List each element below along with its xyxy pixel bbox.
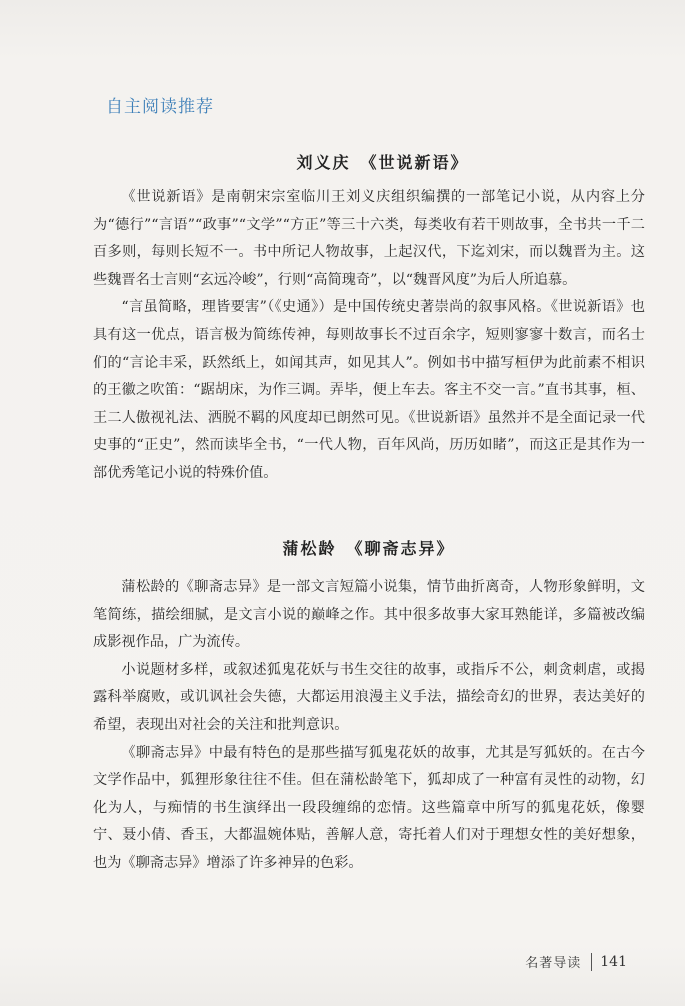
footer-divider [591, 953, 592, 971]
paragraph: 《世说新语》是南朝宋宗室临川王刘义庆组织编撰的一部笔记小说，从内容上分为“德行”“言语”“政事”“文学”“方正”等三十六类，每类收有若干则故事，全书共一千二百多则，每则长短不一。书中所记人物故事，上起汉代，下迄刘宋，而以魏晋为主。这些魏晋名士言则“玄远冷峻”，行则“高简瑰奇”，以“魏晋风度”为后人所追慕。 [93, 189, 645, 288]
work-body-shishuo [93, 184, 645, 488]
page-footer [525, 952, 627, 971]
work-author: 蒲松龄 [282, 539, 337, 558]
work-book-title: 《世说新语》 [360, 153, 469, 172]
paragraph: 《聊斋志异》中最有特色的是那些描写狐鬼花妖的故事，尤其是写狐妖的。在古今文学作品中，狐狸形象往往不佳。但在蒲松龄笔下，狐却成了一种富有灵性的动物，幻化为人，与痴情的书生演绎出一段段缠绵的恋情。这些篇章中所写的狐鬼花妖，像婴宁、聂小倩、香玉，大都温婉体贴，善解人意，寄托着人们对于理想女性的美好想象，也为《聊斋志异》增添了许多神异的色彩。 [93, 744, 645, 871]
page-number: 141 [600, 953, 627, 970]
work-title-shishuo [40, 150, 685, 173]
paragraph: 小说题材多样，或叙述狐鬼花妖与书生交往的故事，或指斥不公，刺贪刺虐，或揭露科举腐败，或讥讽社会失德，大都运用浪漫主义手法，描绘奇幻的世界，表达美好的希望，表现出对社会的关注和批判意识。 [93, 661, 645, 733]
work-book-title: 《聊斋志异》 [346, 539, 455, 558]
footer-label: 名著导读 [525, 956, 582, 971]
work-author: 刘义庆 [296, 153, 351, 172]
paragraph: “言虽简略，理皆要害”（《史通》）是中国传统史著崇尚的叙事风格。《世说新语》也具有这一优点，语言极为简练传神，每则故事长不过百余字，短则寥寥十数言，而名士们的“言论丰采，跃然纸上，如闻其声，如见其人”。例如书中描写桓伊为此前素不相识的王徽之吹笛：“踞胡床，为作三调。弄毕，便上车去。客主不交一言。”直书其事，桓、王二人傲视礼法、洒脱不羁的风度却已朗然可见。《世说新语》虽然并不是全面记录一代史事的“正史”，然而读毕全书，“一代人物，百年风尚，历历如睹”，而这正是其作为一部优秀笔记小说的特殊价值。 [93, 299, 645, 481]
work-body-liaozhai [93, 574, 645, 878]
work-title-liaozhai [26, 536, 685, 559]
section-heading: 自主阅读推荐 [106, 97, 214, 117]
paragraph: 蒲松龄的《聊斋志异》是一部文言短篇小说集，情节曲折离奇，人物形象鲜明，文笔简练，描绘细腻，是文言小说的巅峰之作。其中很多故事大家耳熟能详，多篇被改编成影视作品，广为流传。 [93, 579, 645, 651]
